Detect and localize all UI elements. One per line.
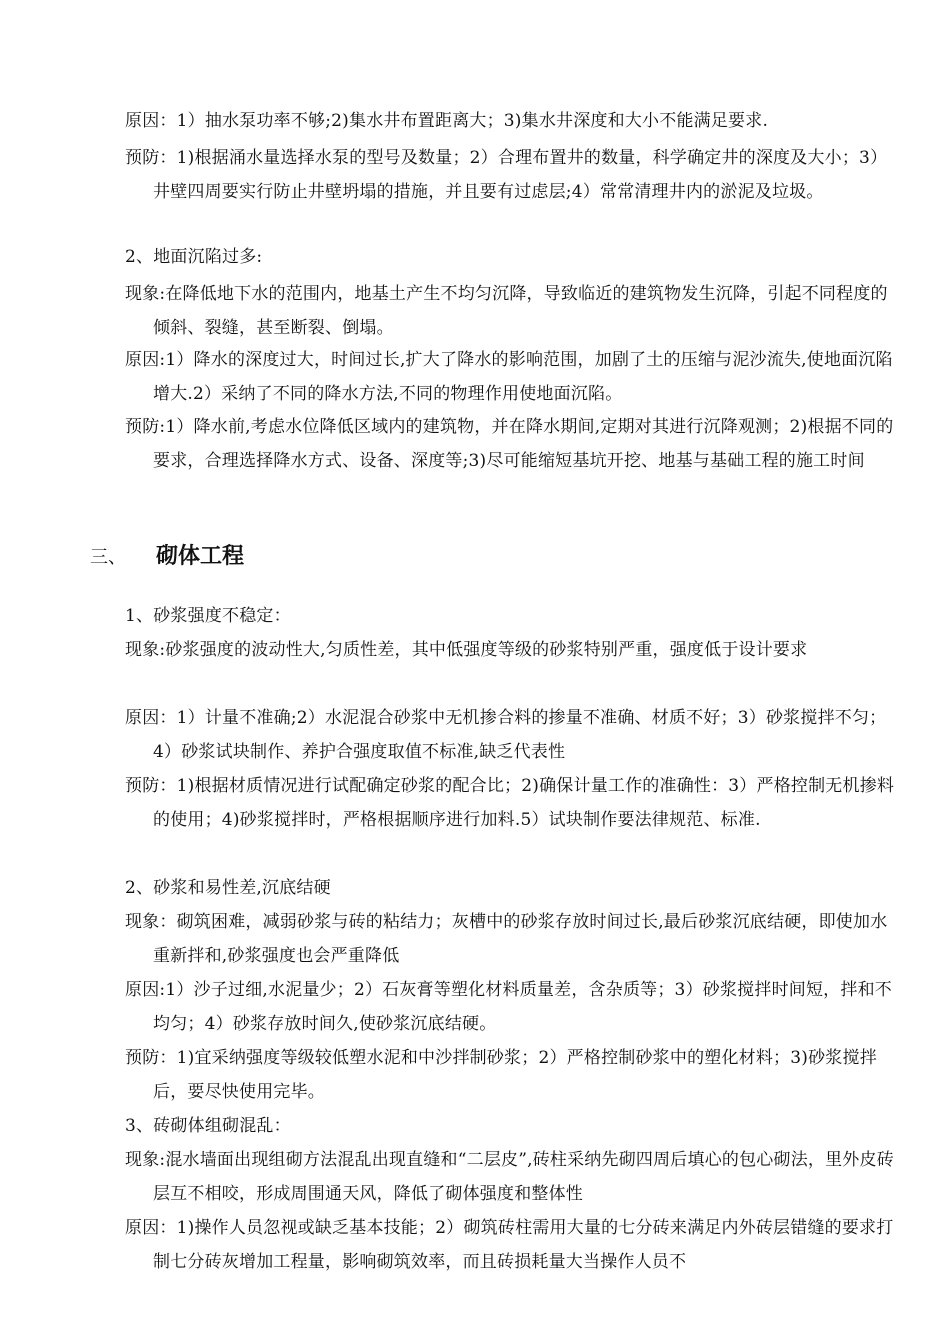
symptom-paragraph: 现象:在降低地下水的范围内，地基土产生不均匀沉降，导致临近的建筑物发生沉降，引起不同程度的倾斜、裂缝，甚至断裂、倒塌。 <box>125 284 888 338</box>
section-title: 砌体工程 <box>156 543 245 569</box>
section-heading <box>90 540 244 574</box>
item-title: 2、砂浆和易性差,沉底结硬 <box>125 878 331 898</box>
item-title: 1、砂浆强度不稳定： <box>125 606 291 626</box>
prevention-paragraph: 预防：1)根据材质情况进行试配确定砂浆的配合比；2)确保计量工作的准确性：3）严格控制无机掺料的使用；4)砂浆搅拌时，严格根据顺序进行加料.5）试块制作要法律规范、标准. <box>125 776 895 830</box>
cause-paragraph: 原因:1）沙子过细,水泥量少；2）石灰膏等塑化材料质量差，含杂质等；3）砂浆搅拌时间短，拌和不均匀；4）砂浆存放时间久,使砂浆沉底结硬。 <box>125 980 892 1034</box>
section-number: 三、 <box>90 547 126 568</box>
item-title: 3、砖砌体组砌混乱： <box>125 1116 291 1136</box>
symptom-paragraph: 现象:砂浆强度的波动性大,匀质性差，其中低强度等级的砂浆特别严重，强度低于设计要求 <box>125 640 808 660</box>
symptom-paragraph: 现象:混水墙面出现组砌方法混乱出现直缝和“二层皮”,砖柱采纳先砌四周后填心的包心砌法，里外皮砖层互不相咬，形成周围通天风，降低了砌体强度和整体性 <box>125 1150 894 1204</box>
cause-paragraph: 原因:1）降水的深度过大，时间过长,扩大了降水的影响范围，加剧了土的压缩与泥沙流失,使地面沉陷增大.2）采纳了不同的降水方法,不同的物理作用使地面沉陷。 <box>125 350 893 404</box>
item-title: 2、地面沉陷过多: <box>125 247 263 267</box>
cause-paragraph: 原因：1)操作人员忽视或缺乏基本技能；2）砌筑砖柱需用大量的七分砖来满足内外砖层错缝的要求打制七分砖灰增加工程量，影响砌筑效率，而且砖损耗量大当操作人员不 <box>125 1218 894 1272</box>
cause-paragraph: 原因：1）抽水泵功率不够;2)集水井布置距离大；3)集水井深度和大小不能满足要求. <box>125 111 769 131</box>
symptom-paragraph: 现象：砌筑困难，减弱砂浆与砖的粘结力；灰槽中的砂浆存放时间过长,最后砂浆沉底结硬，即使加水重新拌和,砂浆强度也会严重降低 <box>125 912 888 966</box>
cause-paragraph: 原因：1）计量不准确;2）水泥混合砂浆中无机掺合料的掺量不准确、材质不好；3）砂浆搅拌不匀；4）砂浆试块制作、养护合强度取值不标准,缺乏代表性 <box>125 708 887 762</box>
prevention-paragraph: 预防:1）降水前,考虑水位降低区域内的建筑物，并在降水期间,定期对其进行沉降观测；2)根据不同的要求，合理选择降水方式、设备、深度等;3)尽可能缩短基坑开挖、地基与基础工程的施工时间 <box>125 417 894 471</box>
prevention-paragraph: 预防：1)根据涌水量选择水泵的型号及数量；2）合理布置井的数量，科学确定井的深度及大小；3）井壁四周要实行防止井壁坍塌的措施，并且要有过虑层;4）常常清理井内的淤泥及垃圾。 <box>125 148 888 202</box>
prevention-paragraph: 预防：1)宜采纳强度等级较低塑水泥和中沙拌制砂浆；2）严格控制砂浆中的塑化材料；3)砂浆搅拌后，要尽快使用完毕。 <box>125 1048 877 1102</box>
